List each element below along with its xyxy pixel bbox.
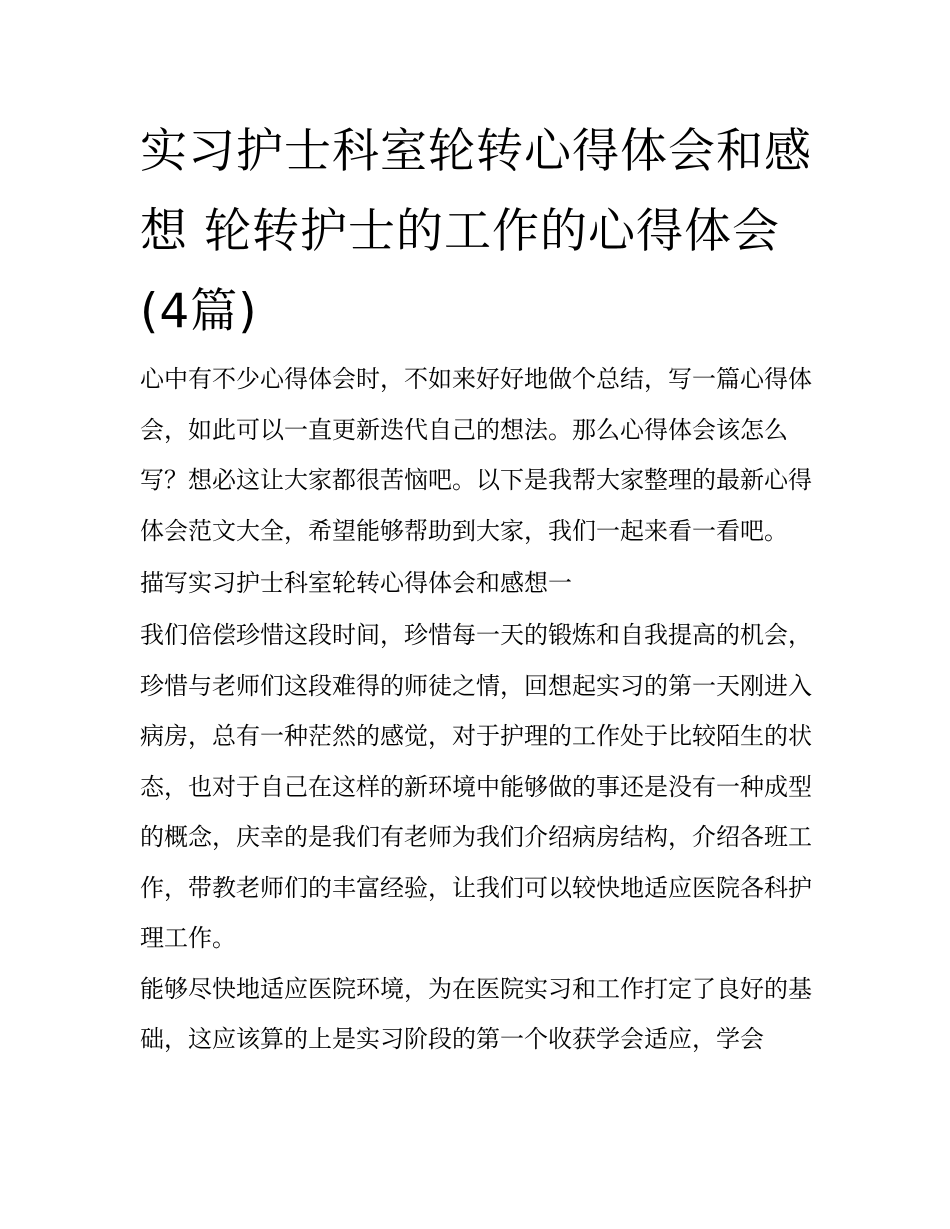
intro-paragraph: 心中有不少心得体会时，不如来好好地做个总结，写一篇心得体会，如此可以一直更新迭代自己的想法。那么心得体会该怎么写？想必这让大家都很苦恼吧。以下是我帮大家整理的最新心得体会范文大全，希望能够帮助到大家，我们一起来看一看吧。 — [140, 365, 812, 545]
body-paragraph-2: 能够尽快地适应医院环境，为在医院实习和工作打定了良好的基础，这应该算的上是实习阶段的第一个收获学会适应，学会 — [140, 974, 812, 1053]
document-title: 实习护士科室轮转心得体会和感想 轮转护士的工作的心得体会(4篇) — [140, 124, 812, 339]
document-body — [140, 354, 820, 1065]
body-paragraph-1: 我们倍偿珍惜这段时间，珍惜每一天的锻炼和自我提高的机会，珍惜与老师们这段难得的师徒之情，回想起实习的第一天刚进入病房，总有一种茫然的感觉，对于护理的工作处于比较陌生的状态，也对于自己在这样的新环境中能够做的事还是没有一种成型的概念，庆幸的是我们有老师为我们介绍病房结构，介绍各班工作，带教老师们的丰富经验，让我们可以较快地适应医院各科护理工作。 — [140, 621, 812, 952]
section-heading: 描写实习护士科室轮转心得体会和感想一 — [140, 569, 572, 597]
